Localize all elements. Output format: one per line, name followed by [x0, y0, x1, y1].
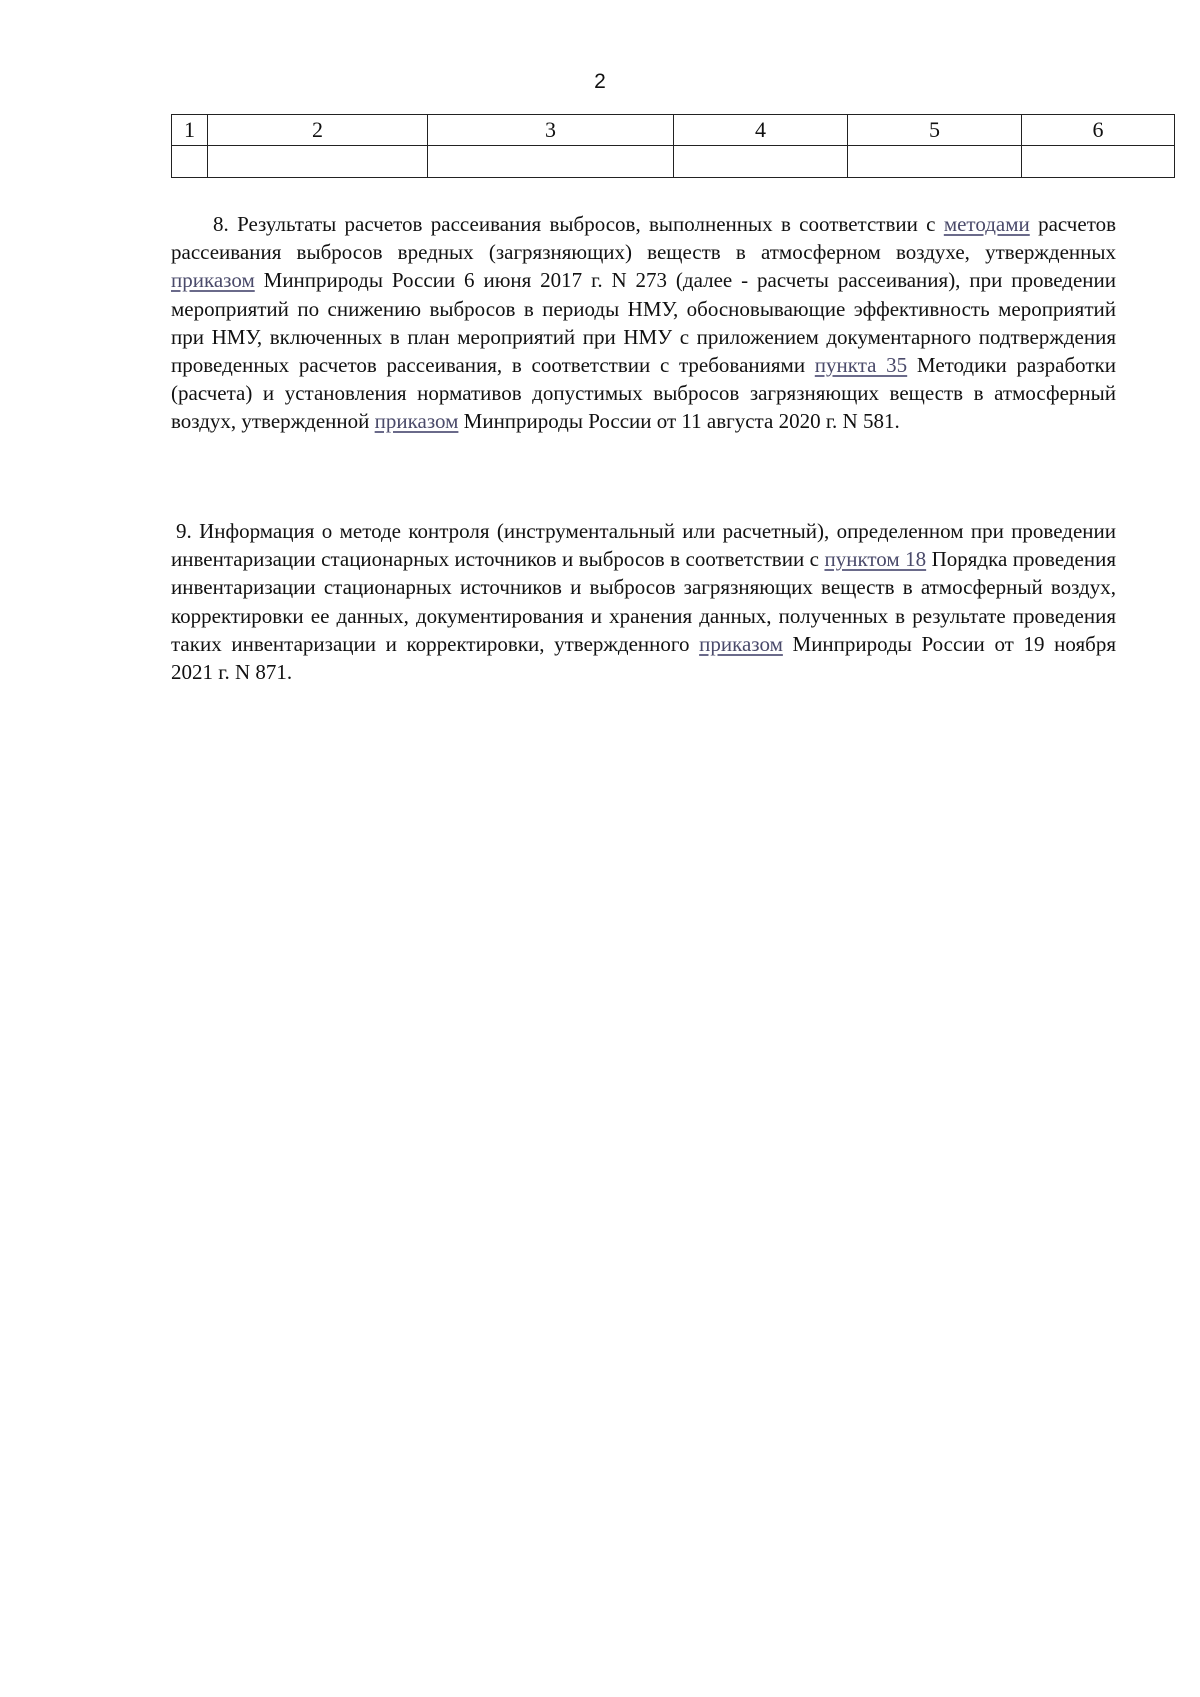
paragraph-9: [171, 517, 1116, 686]
table-cell: 3: [428, 115, 674, 146]
paragraph-text: 9. Информация о методе контроля (инструментальный или расчетный), определенном при проведении инвентаризации стационарных источников и выбросов в соответствии с: [171, 519, 1116, 572]
order-link[interactable]: приказом: [699, 631, 783, 656]
paragraph-text: Минприроды России от 11 августа 2020 г. N 581.: [458, 409, 900, 434]
table-cell: [172, 146, 208, 178]
order-link[interactable]: приказом: [374, 409, 459, 434]
table-cell: 2: [208, 115, 428, 146]
paragraph-text: Минприроды России 6 июня 2017 г. N 273 (далее - расчеты рассеивания), при проведении мероприятий по снижению выбросов в периоды НМУ, обосновывающие эффективность мероприятий при НМУ, включенных в план мероприятий при НМУ с приложением документарного подтверждения проведенных расчетов рассеивания, в соответствии с требованиями: [171, 268, 1116, 378]
table-cell: 1: [172, 115, 208, 146]
table-row: [172, 146, 1175, 178]
paragraph-8: [171, 210, 1116, 436]
table-cell: 5: [848, 115, 1022, 146]
order-link[interactable]: приказом: [171, 268, 255, 293]
clause-35-link[interactable]: пункта 35: [814, 353, 908, 378]
clause-18-link[interactable]: пунктом 18: [824, 547, 927, 572]
table-cell: [428, 146, 674, 178]
table-cell: [208, 146, 428, 178]
paragraph-text: расчетов рассеивания выбросов вредных (загрязняющих) веществ в атмосферном воздухе, утвержденных: [171, 212, 1117, 265]
table-cell: [848, 146, 1022, 178]
table-cell: 4: [674, 115, 848, 146]
table-cell: [674, 146, 848, 178]
table-cell: 6: [1022, 115, 1175, 146]
paragraph-text: Методики разработки (расчета) и установления нормативов допустимых выбросов загрязняющих веществ в атмосферный воздух, утвержденной: [171, 353, 1116, 434]
column-number-table: [171, 114, 1175, 178]
table-row: [172, 115, 1175, 146]
paragraph-text: Порядка проведения инвентаризации стационарных источников и выбросов загрязняющих веществ в атмосферный воздух, корректировки ее данных, документирования и хранения данных, полученных в результате проведения таких инвентаризации и корректировки, утвержденного: [171, 547, 1117, 656]
paragraph-text: 8. Результаты расчетов рассеивания выбросов, выполненных в соответствии с: [213, 212, 944, 236]
paragraph-text: Минприроды России от 19 ноября 2021 г. N 871.: [171, 631, 1116, 685]
page-number: 2: [594, 70, 606, 93]
table-cell: [1022, 146, 1175, 178]
methods-link[interactable]: методами: [943, 212, 1030, 236]
